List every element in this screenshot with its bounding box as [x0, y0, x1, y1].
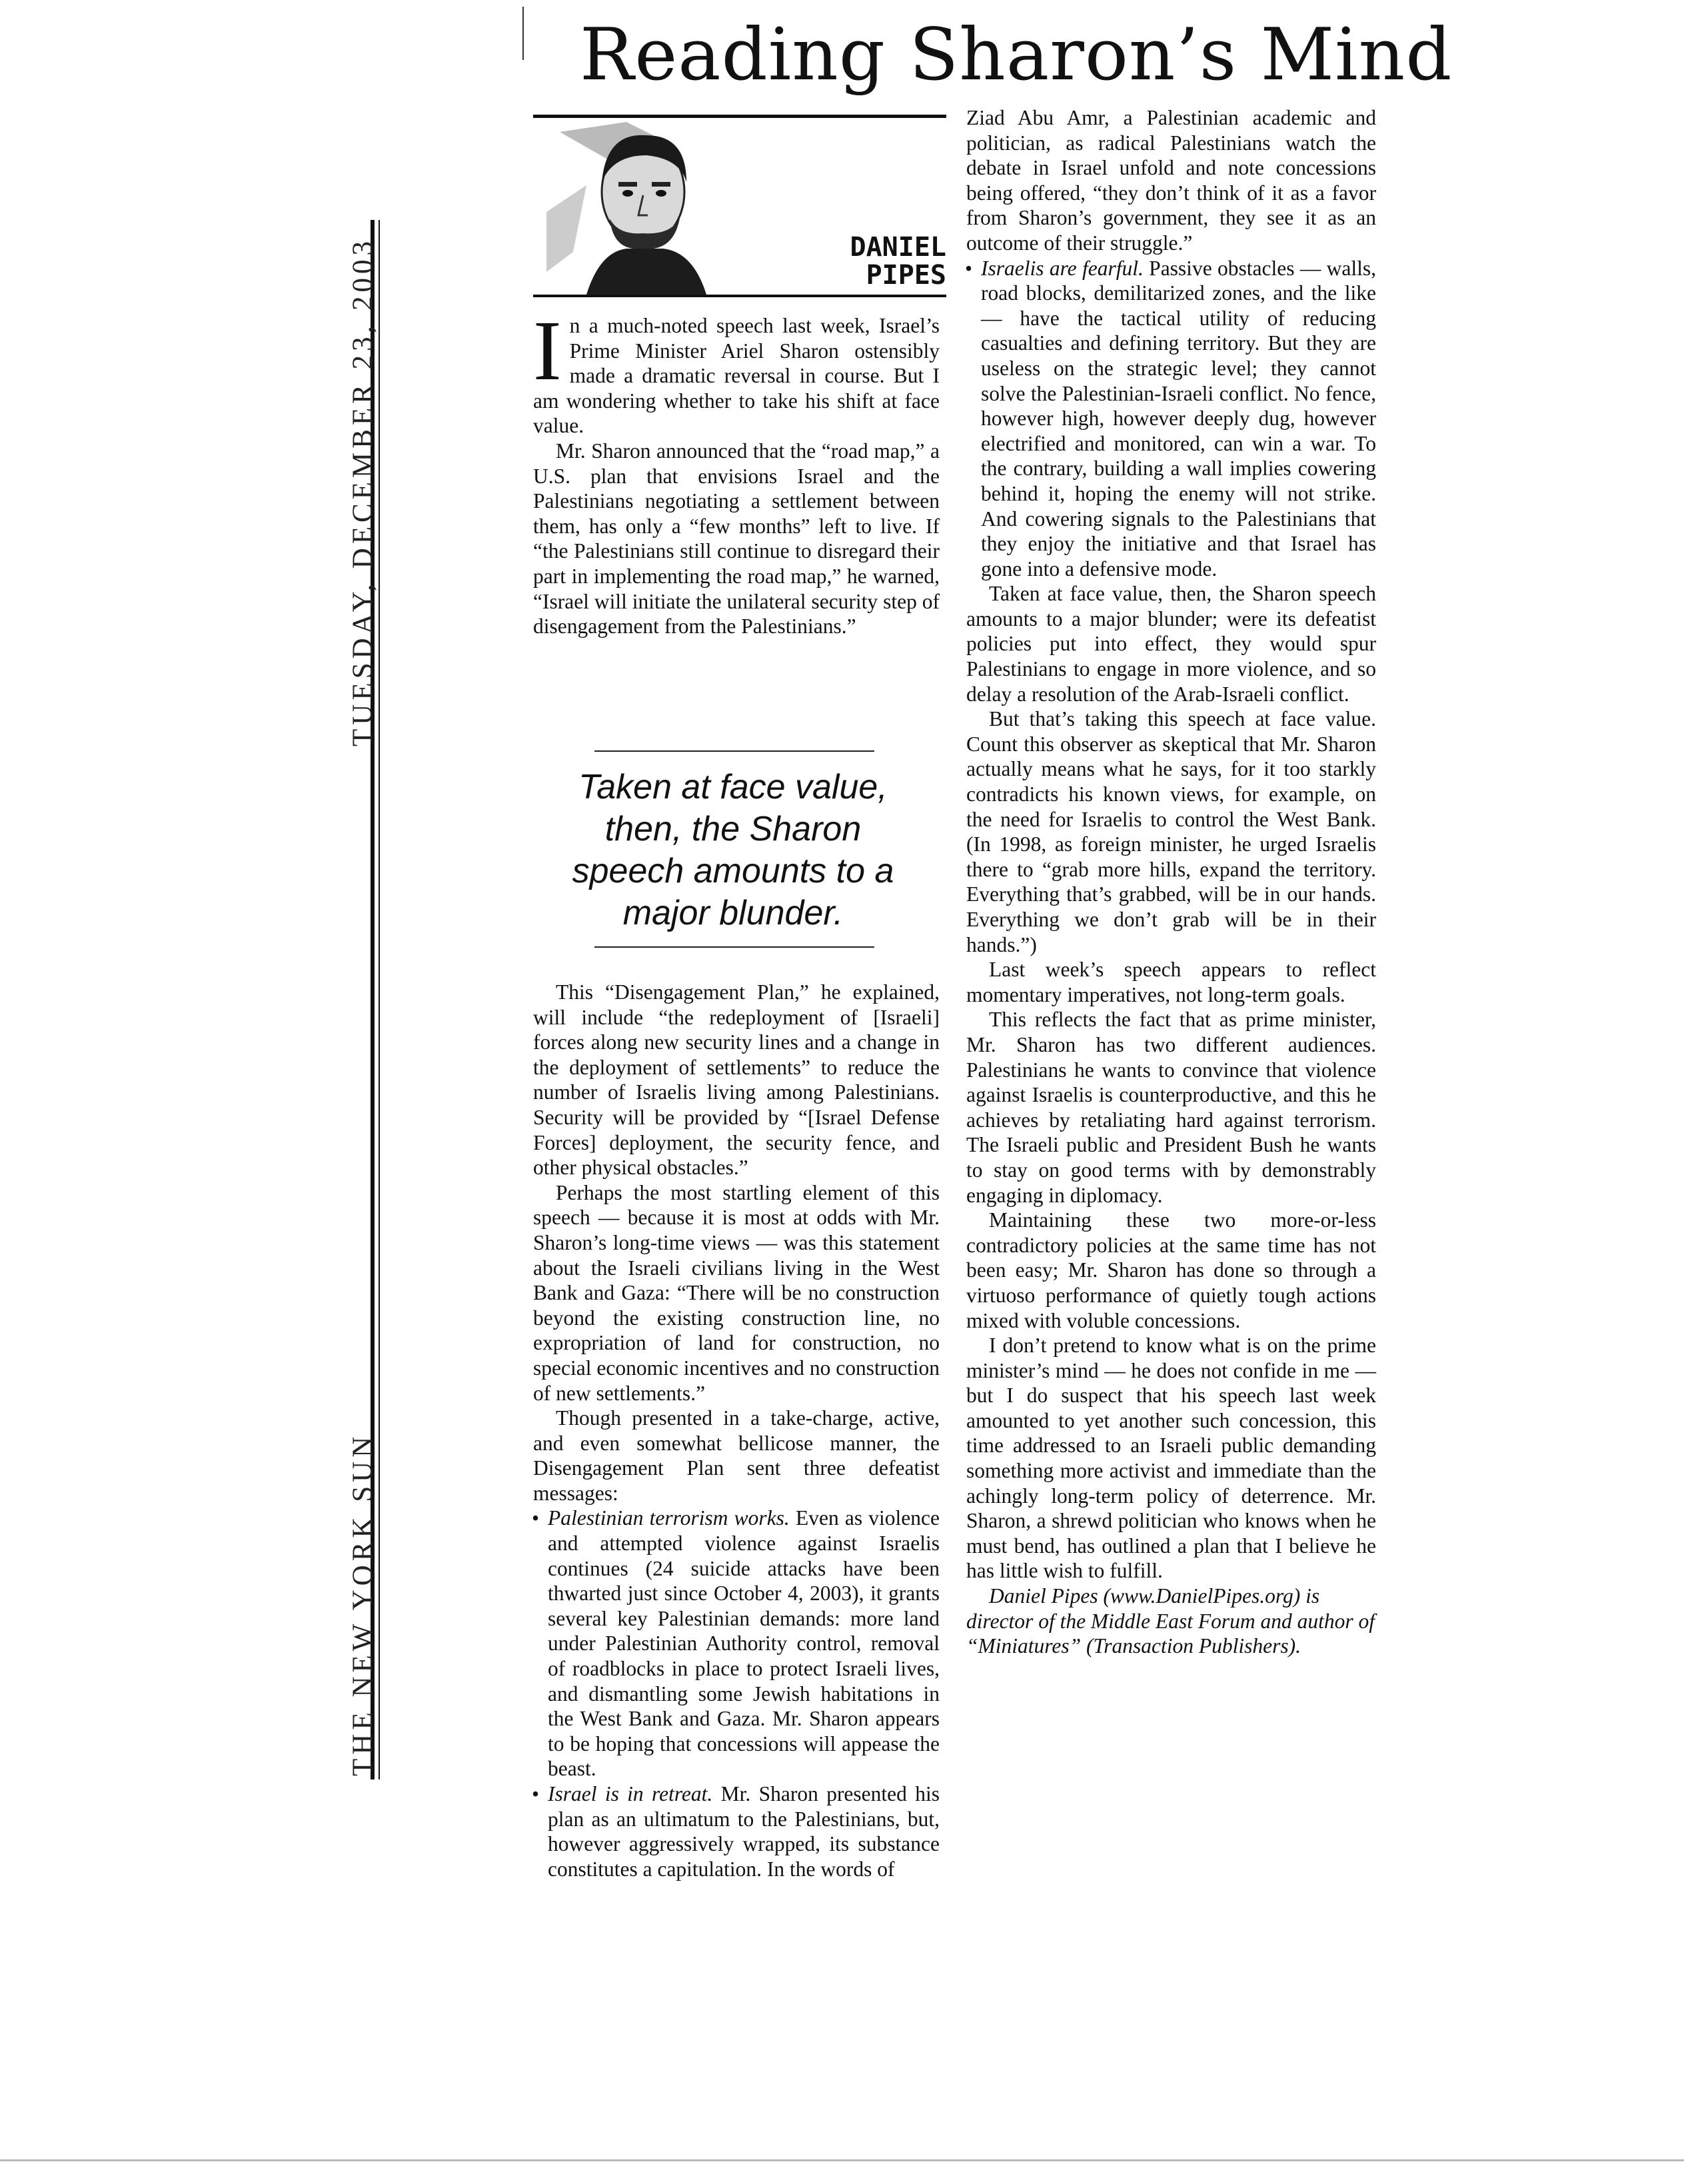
paragraph: This reflects the fact that as prime minister, Mr. Sharon has two different audiences. Palestinians he wants to convince that violence against Israelis is counterproductive, and this he achieves by retaliating hard against terrorism. The Israeli public and President Bush he wants to stay on good terms with by demonstrably engaging in diplomacy.	[966, 1008, 1376, 1207]
column-1-upper	[533, 303, 940, 639]
author-byline	[826, 233, 946, 289]
byline-rule-top	[533, 115, 946, 118]
column-rule-top	[522, 7, 524, 60]
column-2	[966, 105, 1376, 1659]
bullet-lead: Israelis are fearful.	[981, 256, 1144, 280]
drop-cap: I	[533, 303, 562, 398]
paragraph	[533, 303, 940, 439]
pull-quote: Taken at face value, then, the Sharon speech amounts to a major blunder.	[572, 768, 894, 932]
bullet-item	[966, 256, 1376, 582]
headline: Reading Sharon’s Mind	[580, 13, 1453, 97]
author-first-name: DANIEL	[850, 232, 946, 263]
bullet-lead: Palestinian terrorism works.	[548, 1506, 790, 1530]
author-last-name: PIPES	[866, 260, 946, 291]
page-bottom-rule	[0, 2159, 1684, 2161]
author-photo	[546, 119, 746, 295]
bullet-text: Even as violence and attempted violence against Israelis continues (24 suicide attacks have been thwarted just since October 4, 2003), it grants several key Palestinian demands: more land under Palestinian Authority control, removal of roadblocks in place to protect Israeli lives, and dismantling some Jewish habitations in the West Bank and Gaza. Mr. Sharon appears to be hoping that concessions will appease the beast.	[548, 1506, 940, 1781]
paragraph: Taken at face value, then, the Sharon speech amounts to a major blunder; were its defeatist policies put into effect, they would spur Palestinians to engage in more violence, and so delay a resolution of the Arab-Israeli conflict.	[966, 582, 1376, 706]
paragraph: This “Disengagement Plan,” he explained, will include “the redeployment of [Israeli] forces along new security lines and a change in the deployment of settlements” to reduce the number of Israelis living among Palestinians. Security will be provided by “[Israel Defense Forces] deployment, the security fence, and other physical obstacles.”	[533, 980, 940, 1180]
paragraph: But that’s taking this speech at face value. Count this observer as skeptical that Mr. Sharon actually means what he says, for it too starkly contradicts his known views, for example, on the need for Israelis to control the West Bank. (In 1998, as foreign minister, he urged Israelis there to “grab more hills, expand the territory. Everything that’s grabbed, will be in our hands. Everything we don’t grab will be in their hands.”)	[966, 707, 1376, 956]
pullquote-rule-bottom	[594, 946, 874, 948]
bullet-text: Mr. Sharon presented his plan as an ultimatum to the Palestinians, but, however aggressively wrapped, its substance constitutes a capitulation. In the words of	[548, 1782, 940, 1881]
paragraph: Maintaining these two more-or-less contradictory policies at the same time has not been easy; Mr. Sharon has done so through a virtuoso performance of quietly tough actions mixed with voluble concessions.	[966, 1208, 1376, 1332]
bullet-lead: Israel is in retreat.	[548, 1782, 713, 1805]
column-1-lower	[533, 980, 940, 1881]
paragraph-text: n a much-noted speech last week, Israel’s Prime Minister Ariel Sharon ostensibly made a dramatic reversal in course. But I am wondering whether to take his shift at face value.	[533, 314, 940, 438]
bullet-text: Passive obstacles — walls, road blocks, demilitarized zones, and the like — have the tactical utility of reducing casualties and defining territory. But they are useless on the strategic level; they cannot solve the Palestinian-Israeli conflict. No fence, however high, however deeply dug, however electrified and monitored, can win a war. To the contrary, building a wall implies cowering behind it, hoping the enemy will not strike. And cowering signals to the Palestinians that they enjoy the initiative and that Israel has gone into a defensive mode.	[981, 256, 1376, 580]
paragraph: I don’t pretend to know what is on the prime minister’s mind — he does not confide in me — but I do suspect that his speech last week amounted to yet another such concession, this time addressed to an Israeli public demanding something more activist and immediate than the achingly long-term policy of deterrence. Mr. Sharon, a shrewd politician who knows when he must bend, has outlined a plan that I believe he has little wish to fulfill.	[966, 1334, 1376, 1583]
bullet-item	[533, 1506, 940, 1781]
author-bio: Daniel Pipes (www.DanielPipes.org) is director of the Middle East Forum and author of “Miniatures” (Transaction Publishers).	[966, 1584, 1375, 1658]
paragraph: Last week’s speech appears to reflect momentary imperatives, not long-term goals.	[966, 958, 1376, 1006]
paragraph: Perhaps the most startling element of this speech — because it is most at odds with Mr. Sharon’s long-time views — was this statement about the Israeli civilians living in the West Bank and Gaza: “There will be no construction beyond the existing construction line, no expropriation of land for construction, no special economic incentives and no construction of new settlements.”	[533, 1180, 940, 1405]
bullet-item	[533, 1781, 940, 1881]
paragraph: Ziad Abu Amr, a Palestinian academic and politician, as radical Palestinians watch the debate in Israel unfold and note concessions being offered, “they don’t think of it as a favor from Sharon’s government, they see it as an outcome of their struggle.”	[966, 106, 1376, 255]
byline-rule-bottom	[533, 295, 946, 297]
paragraph: Mr. Sharon announced that the “road map,” a U.S. plan that envisions Israel and the Palestinians negotiating a settlement between them, has only a “few months” left to live. If “the Palestinians still continue to disregard their part in implementing the road map,” he warned, “Israel will initiate the unilateral security step of disengagement from the Palestinians.”	[533, 439, 940, 638]
masthead-paper: THE NEW YORK SUN	[347, 1432, 379, 1776]
masthead-date: TUESDAY, DECEMBER 23, 2003	[347, 237, 379, 746]
pullquote-rule-top	[594, 750, 874, 752]
paragraph: Though presented in a take-charge, active, and even somewhat bellicose manner, the Disengagement Plan sent three defeatist messages:	[533, 1406, 940, 1505]
